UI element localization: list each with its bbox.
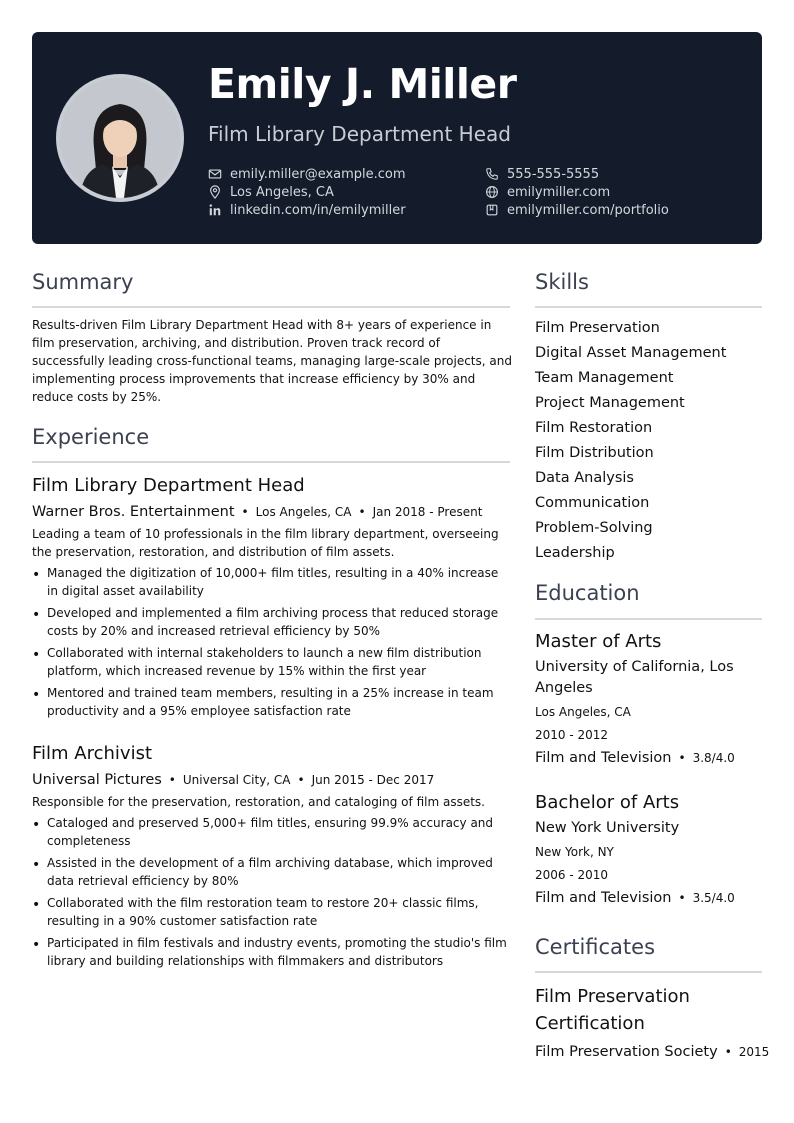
- certificate-name: Film Preservation Certification: [535, 986, 690, 1034]
- profile-photo: [56, 74, 184, 202]
- experience-divider: [32, 461, 510, 463]
- edu-field-line: [535, 748, 765, 769]
- job-dates: Jan 2018 - Present: [372, 505, 483, 519]
- edu-degree: Bachelor of Arts: [535, 792, 680, 813]
- globe-icon: [485, 185, 499, 199]
- skill-item: Project Management: [535, 395, 685, 411]
- job-location: Los Angeles, CA: [255, 505, 352, 519]
- separator-dot: •: [241, 505, 249, 519]
- job-company: Universal Pictures: [32, 772, 162, 788]
- edu-field: Film and Television: [535, 750, 672, 766]
- portrait-image: [60, 78, 180, 198]
- skill-item: Communication: [535, 495, 650, 511]
- separator-dot: •: [168, 773, 176, 787]
- edu-field-line: [535, 888, 765, 909]
- job-description: Responsible for the preservation, restoration, and cataloging of film assets.: [32, 795, 485, 809]
- email-text: emily.miller@example.com: [230, 166, 406, 182]
- job-company: Warner Bros. Entertainment: [32, 504, 235, 520]
- job-dates: Jun 2015 - Dec 2017: [311, 773, 435, 787]
- experience-heading: Experience: [32, 425, 150, 449]
- edu-degree: Master of Arts: [535, 631, 662, 652]
- job-bullet: • Collaborated with the film restoration team to restore 20+ classic films, resulting in a 90% customer satisfaction rate: [32, 894, 512, 930]
- job-entry: [32, 742, 512, 974]
- location-text: Los Angeles, CA: [230, 184, 334, 200]
- skills-list: [535, 316, 765, 566]
- job-bullet: • Cataloged and preserved 5,000+ film titles, ensuring 99.9% accuracy and completeness: [32, 814, 512, 850]
- portfolio-icon: [485, 203, 499, 217]
- website-text: emilymiller.com: [507, 184, 611, 200]
- certificates-heading: Certificates: [535, 935, 656, 959]
- edu-location: New York, NY: [535, 845, 614, 859]
- edu-location: Los Angeles, CA: [535, 705, 631, 719]
- skills-heading: Skills: [535, 270, 589, 294]
- phone-icon: [485, 167, 499, 181]
- contact-phone[interactable]: [485, 165, 599, 183]
- skill-item: Leadership: [535, 545, 615, 561]
- skill-item: Data Analysis: [535, 470, 634, 486]
- location-pin-icon: [208, 185, 222, 199]
- contact-email[interactable]: [208, 165, 406, 183]
- education-heading: Education: [535, 581, 640, 605]
- edu-dates: 2006 - 2010: [535, 868, 609, 882]
- candidate-name: Emily J. Miller: [208, 60, 517, 108]
- certificate-meta: [535, 1042, 770, 1062]
- job-entry: [32, 474, 512, 724]
- separator-dot: •: [678, 891, 686, 905]
- job-bullet: • Managed the digitization of 10,000+ film titles, resulting in a 40% increase in digital asset availability: [32, 564, 512, 600]
- contact-linkedin[interactable]: [208, 201, 406, 219]
- education-entry: [535, 630, 765, 769]
- job-bullet: • Mentored and trained team members, resulting in a 25% increase in team productivity and a 95% employee satisfaction rate: [32, 684, 512, 720]
- mail-icon: [208, 167, 222, 181]
- portfolio-text: emilymiller.com/portfolio: [507, 202, 669, 218]
- job-description: Leading a team of 10 professionals in the film library department, overseeing the preservation, restoration, and distribution of film assets.: [32, 527, 499, 559]
- job-title: Film Library Department Head: [32, 475, 305, 496]
- separator-dot: •: [724, 1045, 732, 1059]
- skill-item: Film Distribution: [535, 445, 654, 461]
- separator-dot: •: [678, 751, 686, 765]
- skill-item: Film Restoration: [535, 420, 653, 436]
- education-divider: [535, 618, 762, 620]
- skills-divider: [535, 306, 762, 308]
- phone-text: 555-555-5555: [507, 166, 600, 182]
- job-bullet: • Developed and implemented a film archiving process that reduced storage costs by 20% and increased retrieval efficiency by 50%: [32, 604, 512, 640]
- job-meta: [32, 502, 512, 522]
- job-bullet: • Assisted in the development of a film archiving database, which improved data retrieval efficiency by 80%: [32, 854, 512, 890]
- edu-gpa: 3.8/4.0: [692, 751, 735, 765]
- certificate-entry: [535, 983, 770, 1062]
- certificate-issuer: Film Preservation Society: [535, 1044, 718, 1060]
- job-location: Universal City, CA: [182, 773, 291, 787]
- summary-divider: [32, 306, 510, 308]
- job-bullet: • Collaborated with internal stakeholders to launch a new film distribution platform, which increased revenue by 15% within the first year: [32, 644, 512, 680]
- linkedin-icon: [208, 203, 222, 217]
- edu-school: New York University: [535, 820, 680, 836]
- resume-header: [32, 32, 762, 244]
- certificates-divider: [535, 971, 762, 973]
- job-meta: [32, 770, 512, 790]
- contact-website[interactable]: [485, 183, 610, 201]
- skill-item: Film Preservation: [535, 320, 660, 336]
- edu-school: University of California, Los Angeles: [535, 659, 734, 696]
- candidate-title: Film Library Department Head: [208, 122, 511, 146]
- summary-heading: Summary: [32, 270, 134, 294]
- contact-portfolio[interactable]: [485, 201, 669, 219]
- edu-field: Film and Television: [535, 890, 672, 906]
- separator-dot: •: [358, 505, 366, 519]
- edu-gpa: 3.5/4.0: [692, 891, 735, 905]
- linkedin-text: linkedin.com/in/emilymiller: [230, 202, 406, 218]
- contact-location: [208, 183, 334, 201]
- edu-dates: 2010 - 2012: [535, 728, 609, 742]
- job-bullet: • Participated in film festivals and industry events, promoting the studio's film library and building relationships with filmmakers and distributors: [32, 934, 512, 970]
- skill-item: Team Management: [535, 370, 674, 386]
- separator-dot: •: [297, 773, 305, 787]
- education-entry: [535, 791, 765, 909]
- job-bullets: [32, 564, 512, 720]
- skill-item: Digital Asset Management: [535, 345, 727, 361]
- summary-text: Results-driven Film Library Department Head with 8+ years of experience in film preservation, archiving, and distribution. Proven track record of successfully leading cross-functional teams, managing large-scale projects, and implementing process improvements that increase efficiency by 30% and reduce costs by 25%.: [32, 318, 512, 404]
- job-bullets: [32, 814, 512, 970]
- skill-item: Problem-Solving: [535, 520, 653, 536]
- certificate-year: 2015: [738, 1045, 770, 1059]
- job-title: Film Archivist: [32, 743, 153, 764]
